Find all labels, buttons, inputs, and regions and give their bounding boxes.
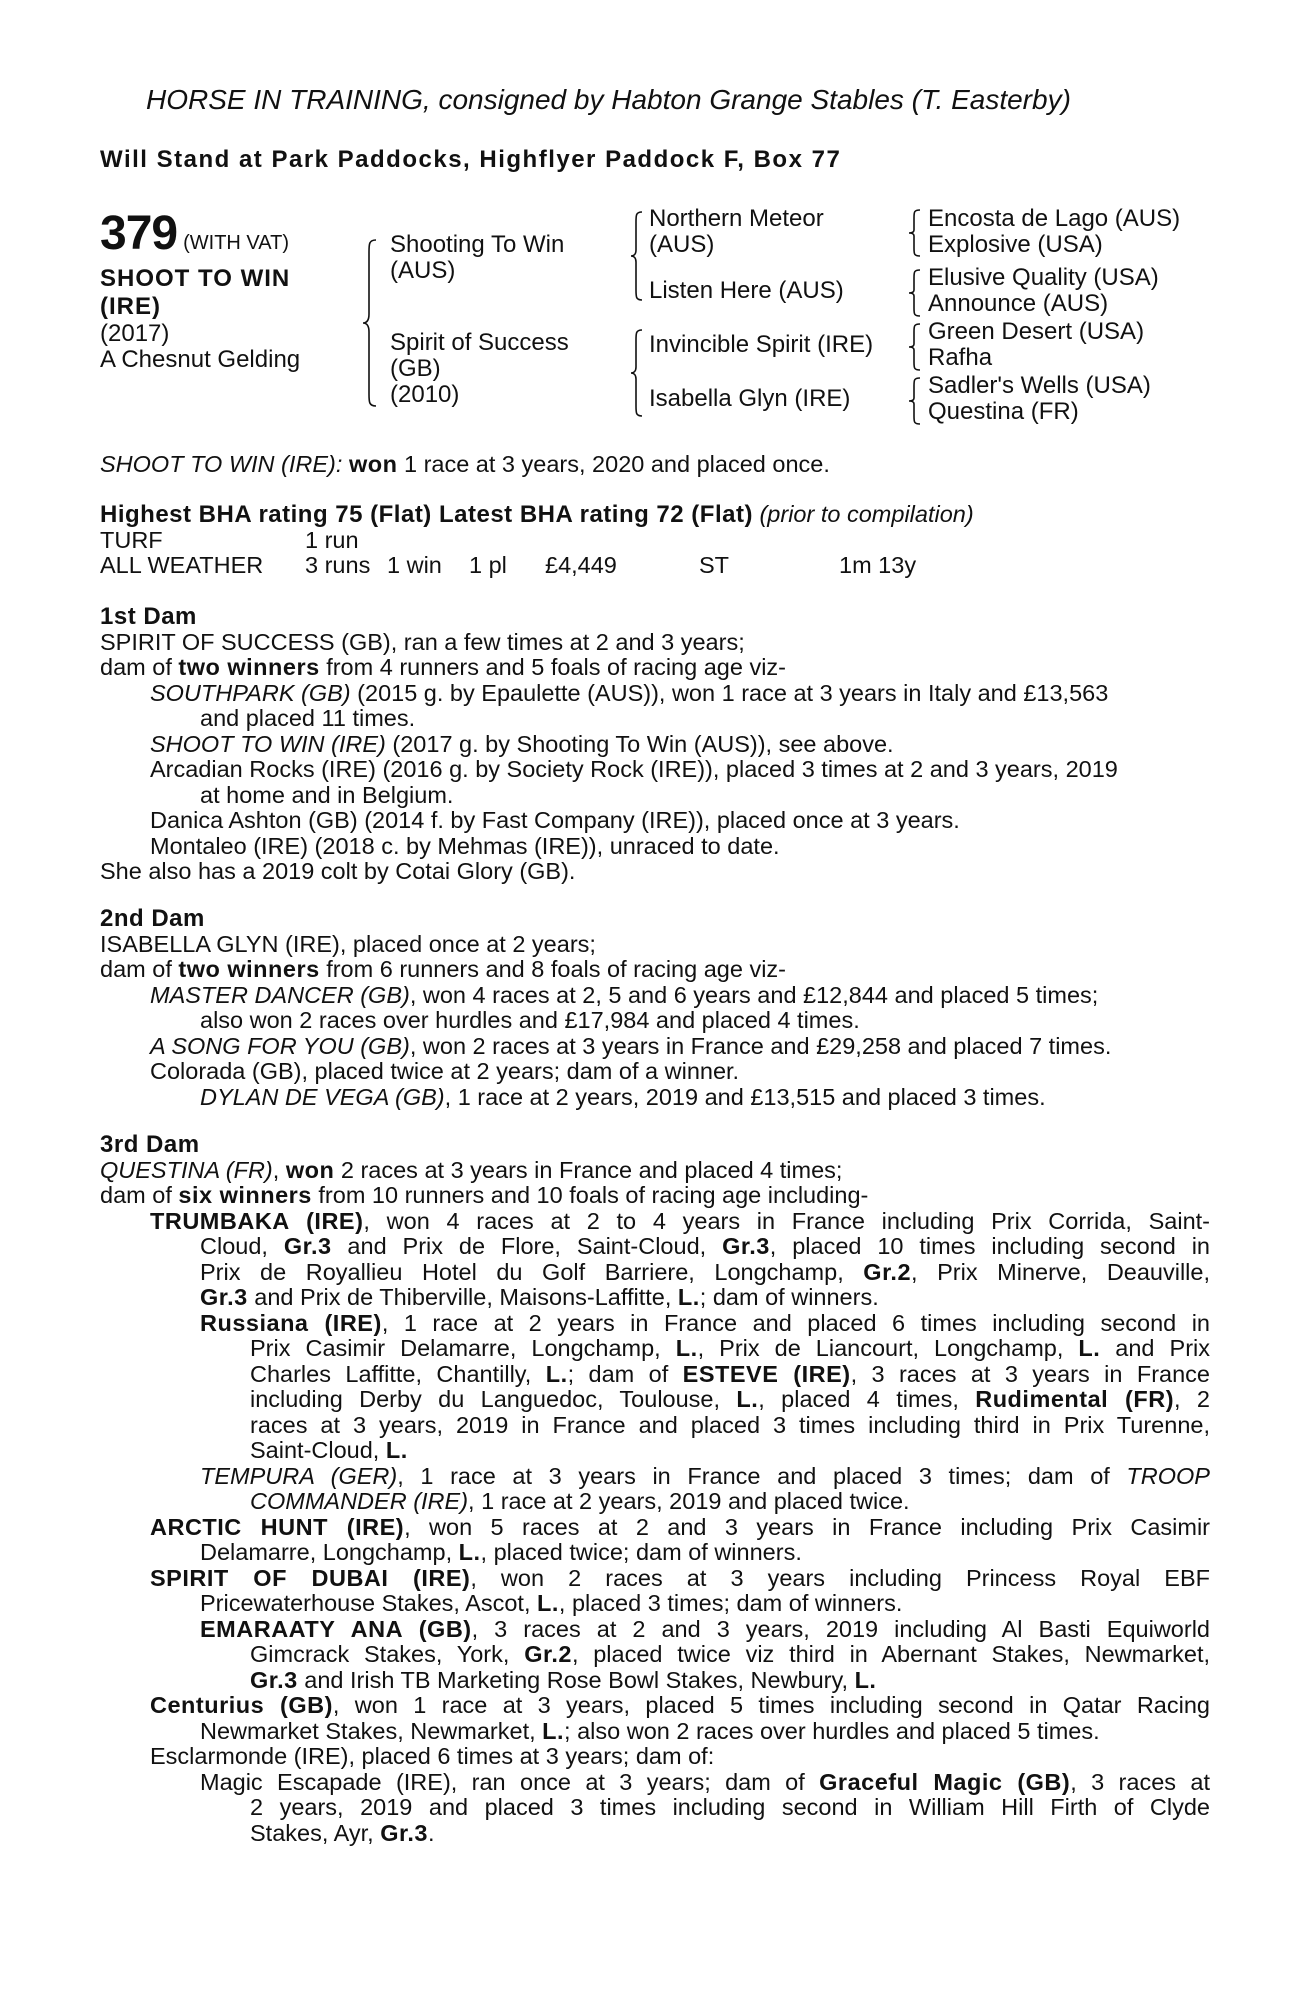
horse-name-line2: (IRE) xyxy=(100,293,161,320)
gp-bracket-4 xyxy=(908,376,922,426)
sire-sire: Northern Meteor (AUS) xyxy=(649,205,824,258)
second-dam-heading: 2nd Dam xyxy=(100,905,205,932)
horse-description: A Chesnut Gelding xyxy=(100,346,301,373)
sire-dam: Listen Here (AUS) xyxy=(649,277,844,304)
magic-escapade-entry: Magic Escapade (IRE), ran once at 3 years; dam of Graceful Magic (GB), 3 races at xyxy=(200,1768,1210,1795)
ratings-note: (prior to compilation) xyxy=(759,501,974,527)
gp-sdd: Announce (AUS) xyxy=(928,290,1109,317)
vat-note: (WITH VAT) xyxy=(183,232,289,254)
sire: Shooting To Win (AUS) xyxy=(390,231,565,284)
dam-parents-bracket xyxy=(630,328,644,418)
foaling-year: (2017) xyxy=(100,320,170,347)
gp-bracket-2 xyxy=(908,268,922,318)
arctic-hunt-entry: ARCTIC HUNT (IRE), won 5 races at 2 and 3 years in France including Prix Casimir xyxy=(150,1513,1211,1540)
third-dam-section: 3rd Dam QUESTINA (FR), won 2 races at 3 years in France and placed 4 times; dam of six winners from 10 runners and 10 foals of racing age including- TRUMBAKA (IRE), won 4 races at 2 to 4 years in France including Prix Corrida, Saint- Cloud, Gr.3 and Prix de Flore, Saint-Cloud, Gr.3, placed 10 times including second in Prix de Royallieu Hotel du Golf Barriere, Longchamp, Gr.2, Prix Minerve, Deauville, Gr.3 and Prix de Thiberville, Maisons-Laffitte, L.; dam of winners. Russiana (IRE), 1 race at 2 years in France and placed 6 times including second in Prix Casimir Delamarre, Longchamp, L., Prix de Liancourt, Longchamp, L. and Prix Charles Laffitte, Chantilly, L.; dam of ESTEVE (IRE), 3 races at 3 years in France including Derby du Languedoc, Toulouse, L., placed 4 times, Rudimental (FR), 2 races at 3 years, 2019 in France and placed 3 times including third in Prix Turenne, Saint-Cloud, L. TEMPURA (GER), 1 race at 3 years in France and placed 3 times; dam of TROOP COMMANDER (IRE), 1 race at 2 years, 2019 and placed twice. ARCTIC HUNT (IRE), won 5 races at 2 and 3 years in France including Prix Casimir Delamarre, Longchamp, L., placed twice; dam of winners. SPIRIT OF DUBAI (IRE), won 2 races at 3 years including Princess Royal EBF Pricewaterhouse Stakes, Ascot, L., placed 3 times; dam of winners. EMARAATY ANA (GB), 3 races at 2 and 3 years, 2019 including Al Basti Equiworld Gimcrack Stakes, York, Gr.2, placed twice viz third in Abernant Stakes, Newmarket, Gr.3 and Irish TB Marketing Rose Bowl Stakes, Newbury, L. Centurius (GB), won 1 race at 3 years, placed 5 times including second in Qatar Racing Newmarket Stakes, Newmarket, L.; also won 2 races over hurdles and placed 5 times. Esclarmonde (IRE), placed 6 times at 3 years; dam of: Magic Escapade (IRE), ran once at 3 years; dam of Graceful Magic (GB), 3 races at 2 years, 2019 and placed 3 times including second in William Hill Firth of Clyde Stakes, Ayr, Gr.3. xyxy=(100,1131,1211,1846)
gp-dss: Green Desert (USA) xyxy=(928,318,1145,345)
bha-ratings: Highest BHA rating 75 (Flat) Latest BHA rating 72 (Flat) xyxy=(100,501,753,528)
race-summary: SHOOT TO WIN (IRE): won 1 race at 3 years, 2020 and placed once. xyxy=(100,451,830,477)
first-dam-heading: 1st Dam xyxy=(100,603,197,630)
dam-sire: Invincible Spirit (IRE) xyxy=(649,331,874,358)
sire-dam-bracket xyxy=(362,238,378,408)
horse-name-line1: SHOOT TO WIN xyxy=(100,265,291,292)
sire-parents-bracket xyxy=(630,210,644,302)
russiana-entry: Russiana (IRE), 1 race at 2 years in France and placed 6 times including second in xyxy=(200,1309,1210,1336)
trumbaka-entry: TRUMBAKA (IRE), won 4 races at 2 to 4 years in France including Prix Corrida, Saint- xyxy=(150,1207,1210,1234)
third-dam-heading: 3rd Dam xyxy=(100,1131,200,1158)
page-title: HORSE IN TRAINING, consigned by Habton Grange Stables (T. Easterby) xyxy=(146,84,1071,115)
ratings-block xyxy=(100,502,1210,579)
stand-location: Will Stand at Park Paddocks, Highflyer Paddock F, Box 77 xyxy=(100,146,842,173)
gp-dds: Sadler's Wells (USA) xyxy=(928,372,1151,399)
centurius-entry: Centurius (GB), won 1 race at 3 years, placed 5 times including second in Qatar Racing xyxy=(150,1692,1210,1718)
gp-dsd: Rafha xyxy=(928,344,993,371)
tempura-entry: TEMPURA (GER), 1 race at 3 years in France and placed 3 times; dam of TROOP xyxy=(200,1462,1210,1489)
dam: Spirit of Success (GB) (2010) xyxy=(390,329,569,408)
first-dam-section: 1st Dam SPIRIT OF SUCCESS (GB), ran a few times at 2 and 3 years; dam of two winners from 4 runners and 5 foals of racing age viz- SOUTHPARK (GB) (2015 g. by Epaulette (AUS)), won 1 race at 3 years in Italy and £13,563 and placed 11 times. SHOOT TO WIN (IRE) (2017 g. by Shooting To Win (AUS)), see above. Arcadian Rocks (IRE) (2016 g. by Society Rock (IRE)), placed 3 times at 2 and 3 years, 2019 at home and in Belgium. Danica Ashton (GB) (2014 f. by Fast Company (IRE)), placed once at 3 years. Montaleo (IRE) (2018 c. by Mehmas (IRE)), unraced to date. She also has a 2019 colt by Cotai Glory (GB). xyxy=(100,604,1210,885)
spirit-of-dubai-entry: SPIRIT OF DUBAI (IRE), won 2 races at 3 years including Princess Royal EBF xyxy=(150,1564,1210,1591)
all-weather-row: ALL WEATHER 3 runs 1 win 1 pl £4,449 ST 1m 13y xyxy=(100,552,917,578)
lot-block xyxy=(100,206,350,373)
gp-bracket-3 xyxy=(908,322,922,372)
gp-bracket-1 xyxy=(908,208,922,258)
esclarmonde-entry: Esclarmonde (IRE), placed 6 times at 3 years; dam of: xyxy=(150,1743,715,1769)
gp-sds: Elusive Quality (USA) xyxy=(928,264,1159,291)
gp-ddd: Questina (FR) xyxy=(928,398,1079,425)
turf-row: TURF 1 run xyxy=(100,526,359,553)
lot-number: 379 xyxy=(100,207,178,260)
horse-name xyxy=(100,265,350,321)
dam-dam: Isabella Glyn (IRE) xyxy=(649,385,851,412)
second-dam-section: 2nd Dam ISABELLA GLYN (IRE), placed once at 2 years; dam of two winners from 6 runners and 8 foals of racing age viz- MASTER DANCER (GB), won 4 races at 2, 5 and 6 years and £12,844 and placed 5 times; also won 2 races over hurdles and £17,984 and placed 4 times. A SONG FOR YOU (GB), won 2 races at 3 years in France and £29,258 and placed 7 times. Colorada (GB), placed twice at 2 years; dam of a winner. DYLAN DE VEGA (GB), 1 race at 2 years, 2019 and £13,515 and placed 3 times. xyxy=(100,906,1210,1110)
gp-sss: Encosta de Lago (AUS) xyxy=(928,205,1181,232)
emaraaty-ana-entry: EMARAATY ANA (GB), 3 races at 2 and 3 years, 2019 including Al Basti Equiworld xyxy=(200,1615,1210,1642)
gp-ssd: Explosive (USA) xyxy=(928,231,1103,258)
